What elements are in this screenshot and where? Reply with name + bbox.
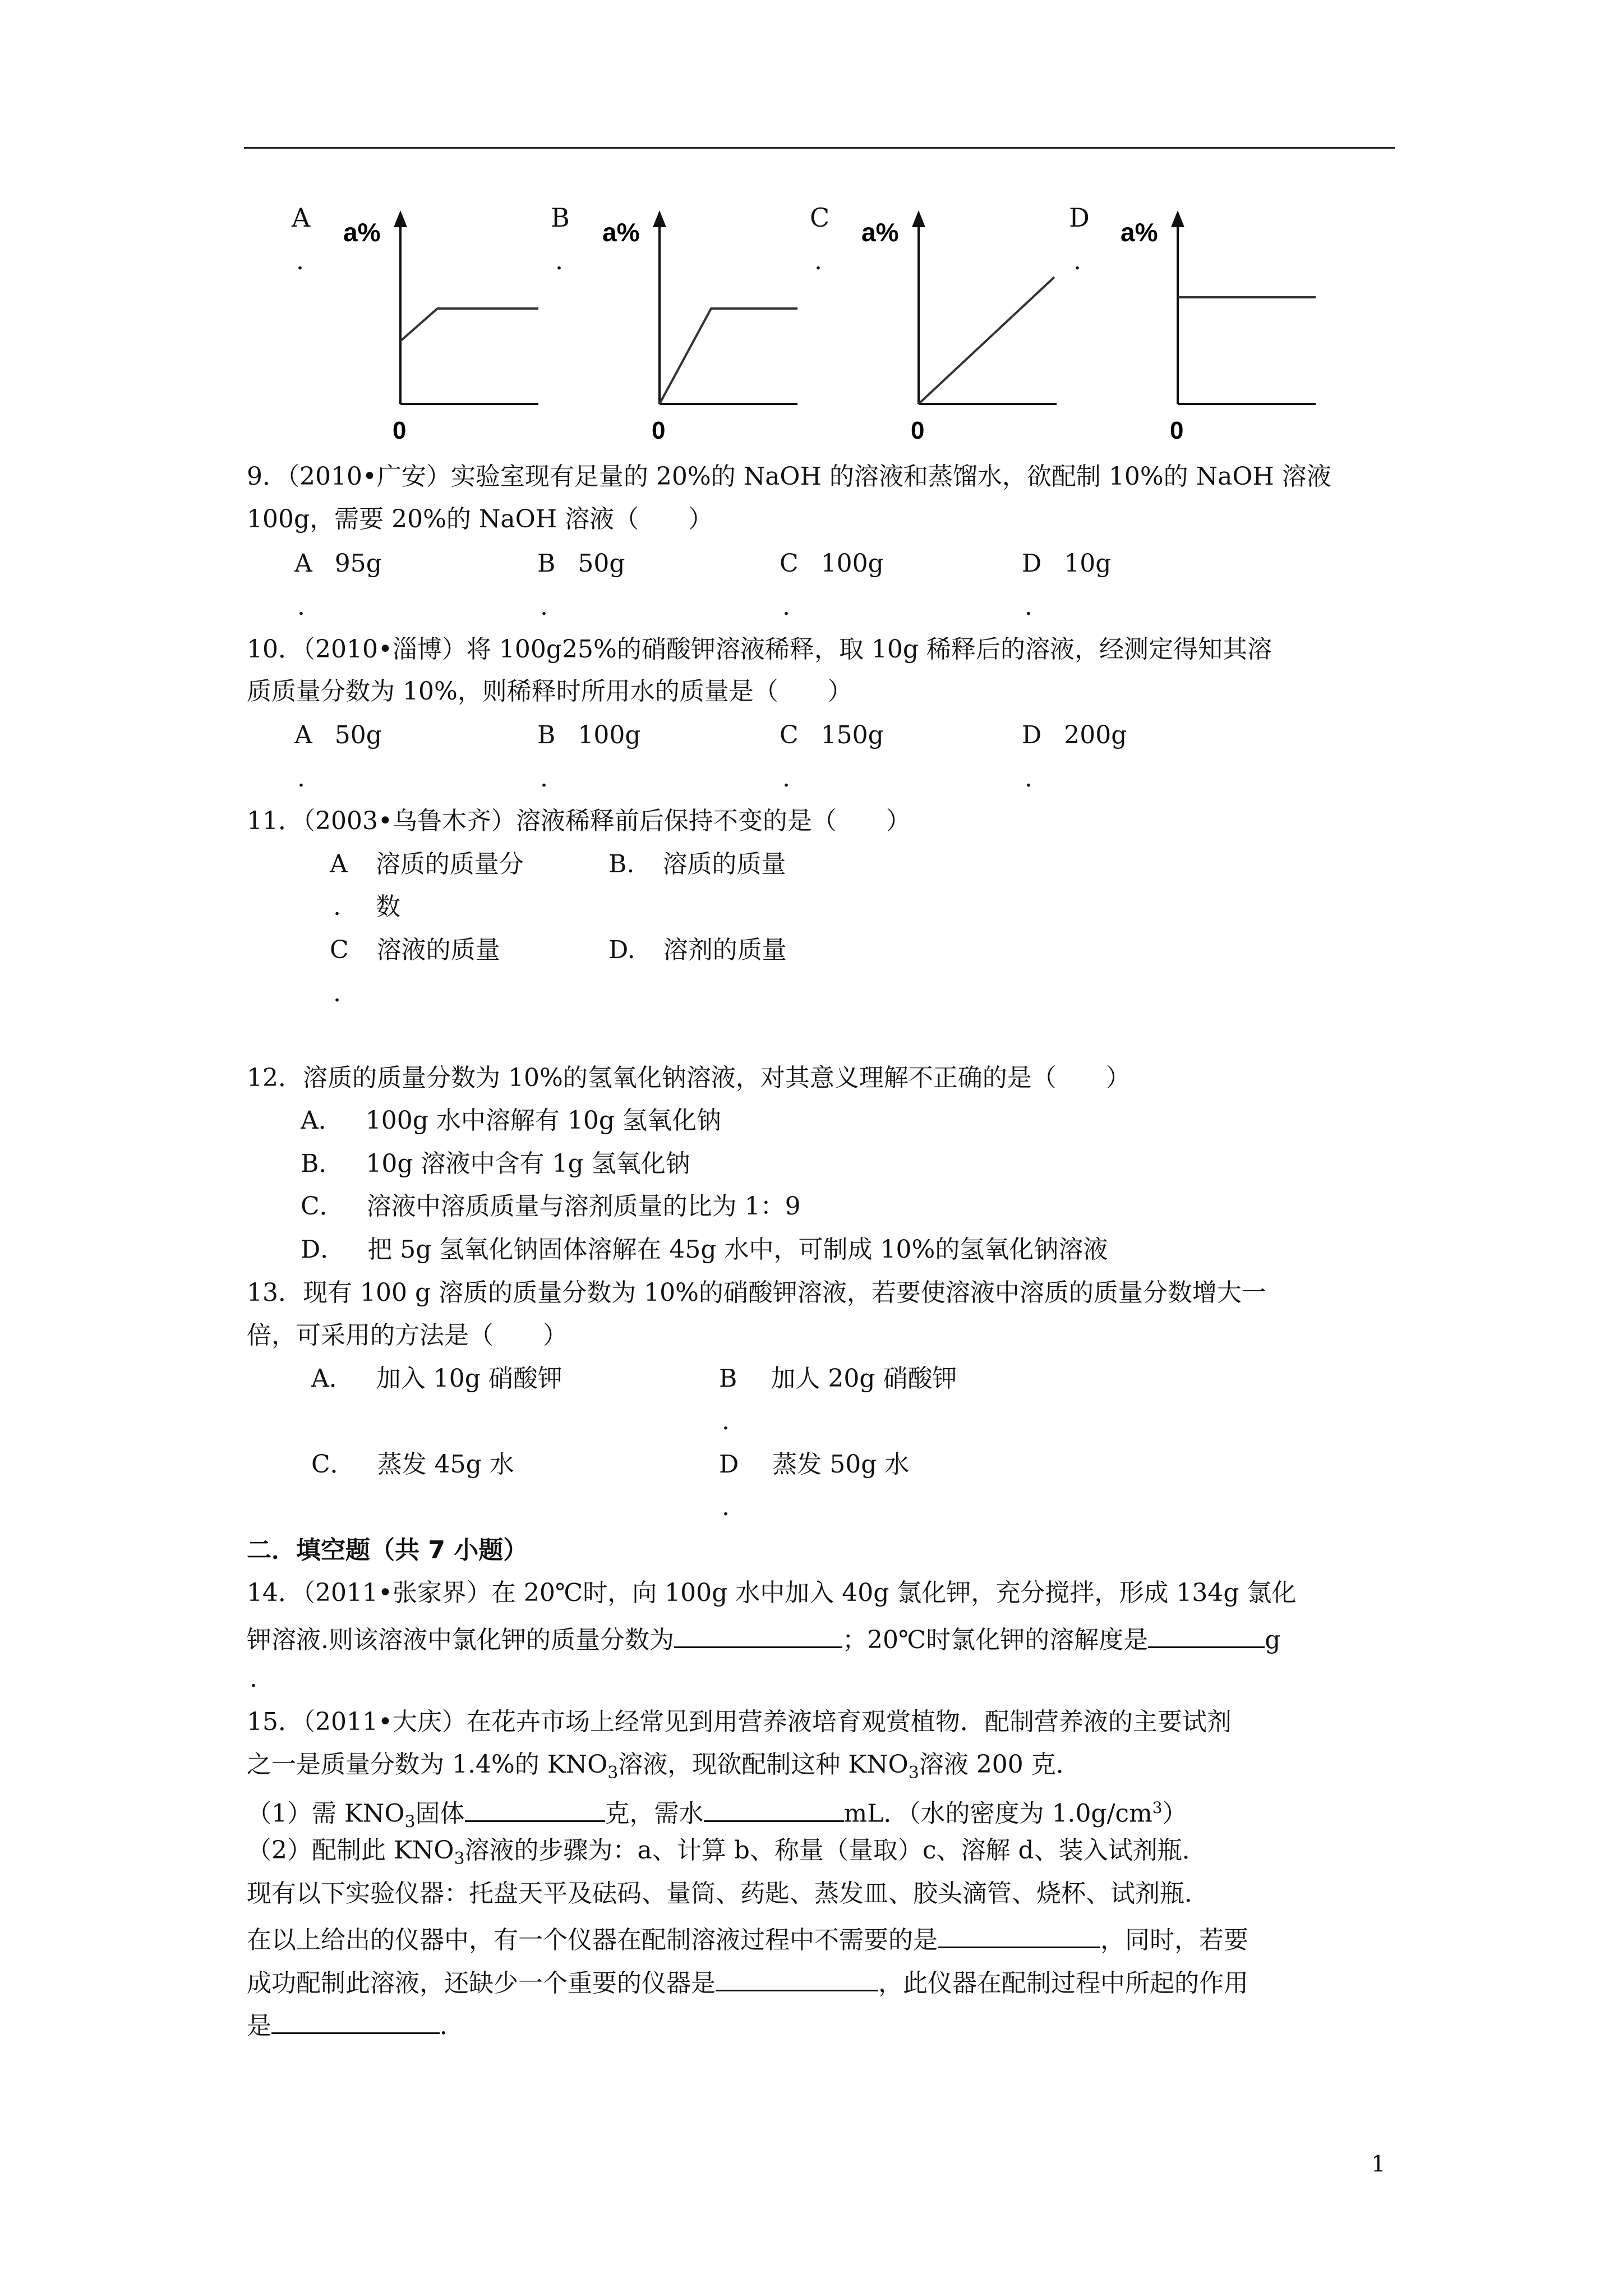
q10-option-b-dot: . <box>540 764 548 793</box>
q15-line7: 成功配制此溶液，还缺少一个重要的仪器是 ，此仪器在配制过程中所起的作用 <box>247 1963 1248 2000</box>
q10-option-a[interactable]: A 50g <box>294 721 382 749</box>
q13-option-a[interactable]: A． 加入 10g 硝酸钾 <box>311 1364 562 1393</box>
q12-option-c[interactable]: C． 溶液中溶质质量与溶剂质量的比为 1：9 <box>301 1192 801 1221</box>
q15-line2: 之一是质量分数为 1.4%的 $KNO_3$溶液，现欲配制这种 $KNO_3$溶液 200 克． <box>247 1750 1081 1783</box>
q11-line1: 11．（2003•乌鲁木齐）溶液稀释前后保持不变的是（ ） <box>247 807 911 835</box>
q13-option-c[interactable]: C． 蒸发 45g 水 <box>311 1450 514 1479</box>
q12-option-b[interactable]: B． 10g 溶液中含有 1g 氢氧化钠 <box>301 1149 690 1178</box>
q11-option-a-cont: . 数 <box>333 892 400 921</box>
q11-option-a[interactable]: A 溶质的质量分 <box>330 850 524 878</box>
graph-a-dot: . <box>296 247 304 275</box>
q14-line3: . <box>250 1664 257 1693</box>
q14-line1: 14．（2011•张家界）在 20℃时，向 100g 水中加入 40g 氯化钾，充分搅拌，形成 134g 氯化 <box>247 1579 1297 1607</box>
q13-line2: 倍，可采用的方法是（ ） <box>247 1321 568 1350</box>
graph-a <box>336 208 550 449</box>
q15-blank-purpose[interactable] <box>271 2005 440 2034</box>
q10-option-d[interactable]: D 200g <box>1022 721 1127 749</box>
q13-option-d-dot: . <box>722 1493 730 1521</box>
q9-option-a-dot: . <box>297 592 305 621</box>
q10-line2: 质质量分数为 10%，则稀释时所用水的质量是（ ） <box>247 677 852 706</box>
graph-a-origin: 0 <box>393 417 407 444</box>
q15-line1: 15．（2011•大庆）在花卉市场上经常见到用营养液培育观赏植物．配制营养液的主要试剂 <box>247 1708 1232 1736</box>
q9-option-b[interactable]: B 50g <box>537 549 625 578</box>
q12-option-d[interactable]: D． 把 5g 氢氧化钠固体溶解在 45g 水中，可制成 10%的氢氧化钠溶液 <box>301 1235 1108 1264</box>
q11-option-c-dot: . <box>333 979 341 1007</box>
q15-part1: （1）需 $KNO_3$固体 克，需水 mL．（水的密度为 $1.0g/cm^3$） <box>247 1791 1187 1839</box>
q9-line1: 9．（2010•广安）实验室现有足量的 20%的 NaOH 的溶液和蒸馏水，欲配制 10%的 NaOH 溶液 <box>247 462 1331 491</box>
page-number: 1 <box>1371 2151 1386 2177</box>
graph-a-ylabel: a% <box>343 218 381 247</box>
q10-option-c[interactable]: C 150g <box>780 721 884 749</box>
q15-part2: （2）配制此 $KNO_3$溶液的步骤为：a、计算 b、称量（量取）c、溶解 d、装入试剂瓶． <box>247 1836 1207 1869</box>
graph-d-dot: . <box>1073 247 1081 275</box>
q15-blank-kno3[interactable] <box>465 1793 605 1822</box>
q10-option-c-dot: . <box>782 764 790 793</box>
q13-option-b[interactable]: B 加人 20g 硝酸钾 <box>719 1364 957 1393</box>
graph-b-ylabel: a% <box>602 218 640 247</box>
header-rule <box>244 147 1395 149</box>
q9-option-d-dot: . <box>1025 592 1032 621</box>
graph-d-ylabel: a% <box>1121 218 1158 247</box>
graph-b-letter: B <box>551 203 570 233</box>
graph-c <box>855 208 1068 449</box>
q15-line6: 在以上给出的仪器中，有一个仪器在配制溶液过程中不需要的是 ，同时，若要 <box>247 1920 1248 1957</box>
section-heading: 二．填空题（共 7 小题） <box>247 1536 528 1565</box>
q13-option-d[interactable]: D 蒸发 50g 水 <box>719 1450 910 1479</box>
graph-c-dot: . <box>814 247 822 275</box>
q13-line1: 13．现有 100 g 溶质的质量分数为 10%的硝酸钾溶液，若要使溶液中溶质的质量分数增大一 <box>247 1278 1266 1307</box>
graph-c-origin: 0 <box>911 417 925 444</box>
q14-line2: 钾溶液.则该溶液中氯化钾的质量分数为 ；20℃时氯化钾的溶解度是 g <box>247 1619 1280 1657</box>
q10-line1: 10．（2010•淄博）将 100g25%的硝酸钾溶液稀释，取 10g 稀释后的溶液，经测定得知其溶 <box>247 635 1272 664</box>
q15-blank-missing[interactable] <box>716 1963 878 1991</box>
q14-blank-2[interactable] <box>1148 1619 1265 1648</box>
q9-option-c[interactable]: C 100g <box>780 549 884 578</box>
q10-option-a-dot: . <box>297 764 305 793</box>
q9-line2: 100g，需要 20%的 NaOH 溶液（ ） <box>247 505 713 533</box>
q15-line5: 现有以下实验仪器：托盘天平及砝码、量筒、药匙、蒸发皿、胶头滴管、烧杯、试剂瓶． <box>247 1879 1209 1908</box>
q9-option-b-dot: . <box>540 592 548 621</box>
q13-option-b-dot: . <box>722 1407 730 1435</box>
q10-option-d-dot: . <box>1025 764 1032 793</box>
q11-option-b[interactable]: B. 溶质的质量 <box>608 850 786 878</box>
graph-d-letter: D <box>1069 203 1090 233</box>
q15-blank-water[interactable] <box>704 1793 844 1822</box>
q12-line1: 12．溶质的质量分数为 10%的氢氧化钠溶液，对其意义理解不正确的是（ ） <box>247 1064 1131 1092</box>
q12-option-a[interactable]: A． 100g 水中溶解有 10g 氢氧化钠 <box>301 1106 722 1135</box>
graph-d <box>1114 208 1327 449</box>
q11-option-c[interactable]: C 溶液的质量 <box>330 936 500 964</box>
q14-blank-1[interactable] <box>674 1619 842 1648</box>
q9-option-c-dot: . <box>782 592 790 621</box>
q9-option-a[interactable]: A 95g <box>294 549 382 578</box>
q15-line8: 是 ． <box>247 2005 464 2043</box>
q9-option-d[interactable]: D 10g <box>1022 549 1112 578</box>
graph-d-origin: 0 <box>1170 417 1184 444</box>
q11-option-d[interactable]: D. 溶剂的质量 <box>608 936 787 964</box>
graph-b-dot: . <box>555 247 563 275</box>
graph-b <box>596 208 809 449</box>
q10-option-b[interactable]: B 100g <box>537 721 641 749</box>
q15-blank-unneeded[interactable] <box>938 1920 1100 1948</box>
graph-a-letter: A <box>292 203 311 233</box>
graph-c-ylabel: a% <box>861 218 899 247</box>
graph-c-letter: C <box>810 203 830 233</box>
graph-b-origin: 0 <box>652 417 666 444</box>
